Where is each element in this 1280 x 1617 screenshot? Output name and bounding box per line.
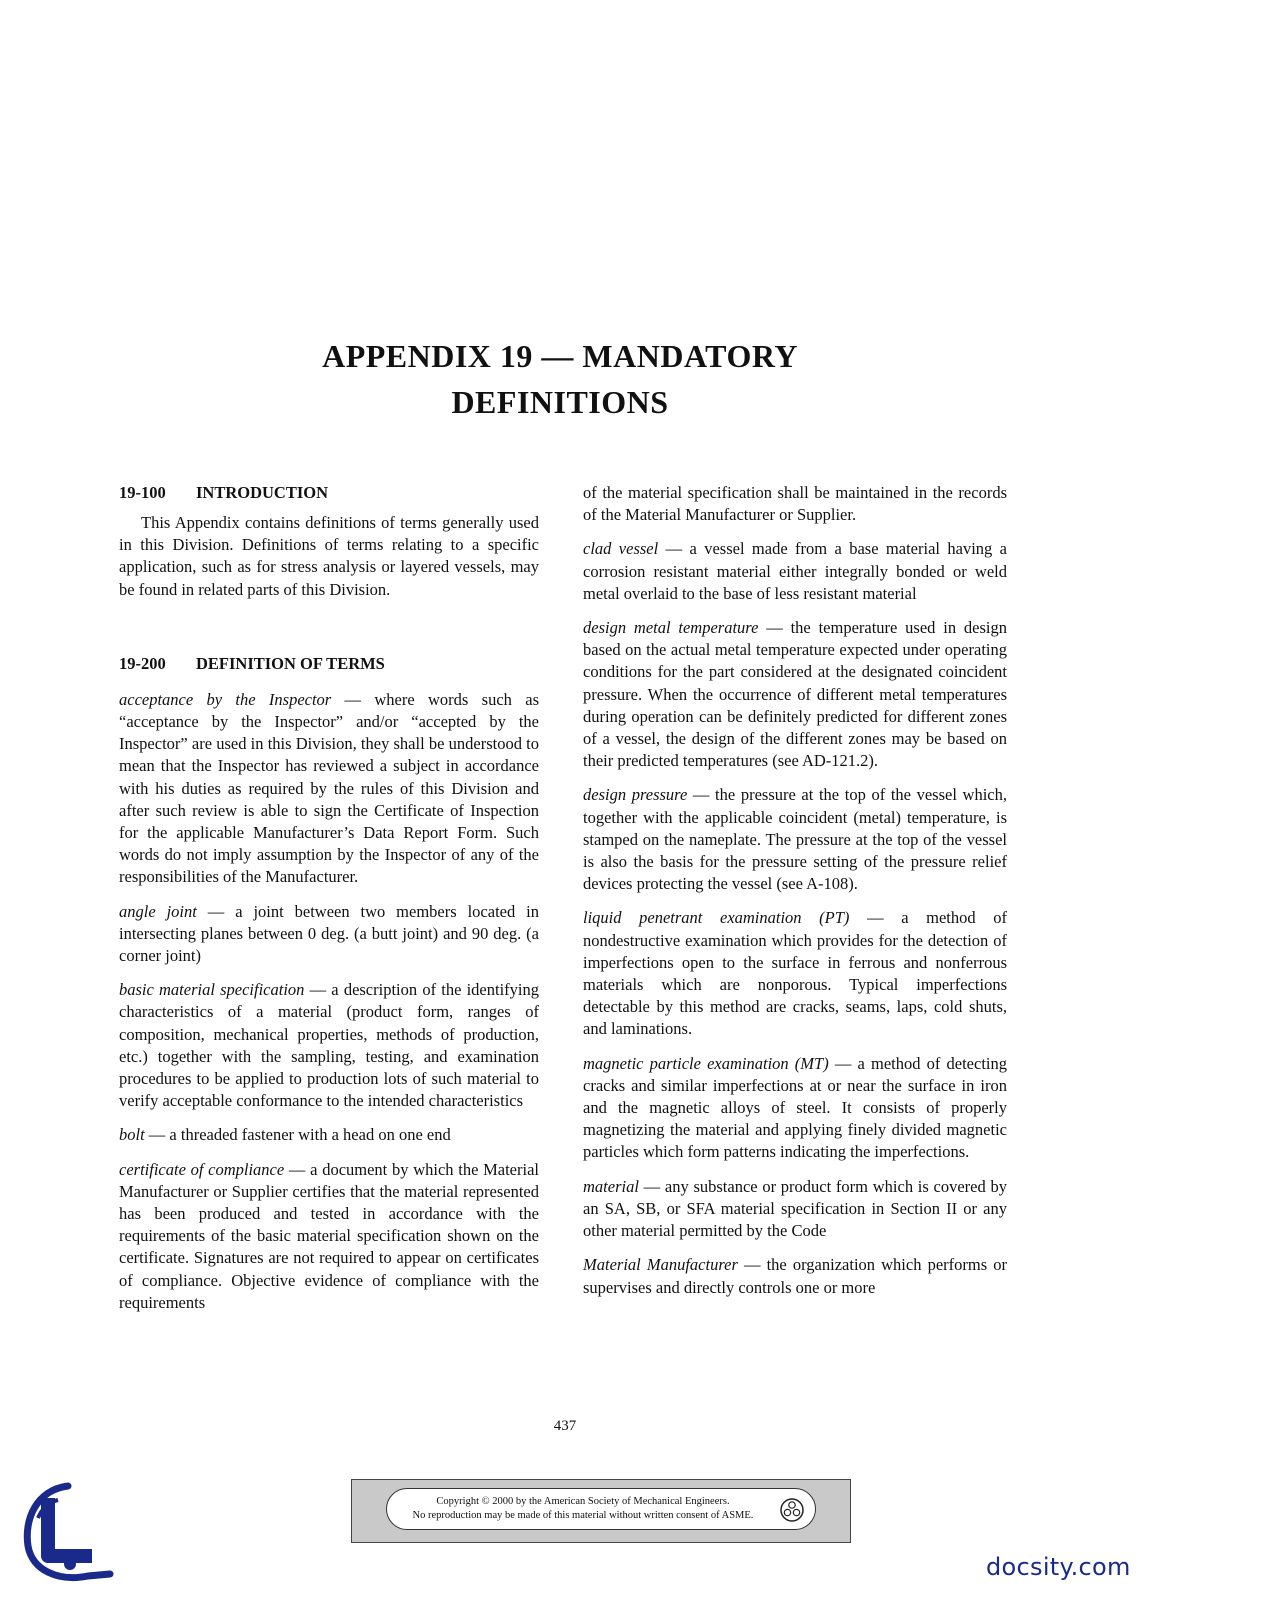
definition-text: — a method of detecting cracks and similar imperfections at or near the surface in iron and the magnetic alloys of steel. It consists of properly magnetizing the material and applying finely divided magnetic particles which form patterns indicating the imperfections. — [583, 1053, 1007, 1162]
definitions-section-title: DEFINITION OF TERMS — [196, 653, 385, 673]
definition-term: Material Manufacturer — [583, 1255, 738, 1275]
definition-entry — [583, 1176, 1007, 1243]
right-column — [583, 482, 1007, 1299]
asme-logo-icon — [779, 1497, 805, 1523]
publisher-corner-logo-icon — [18, 1478, 118, 1588]
definition-text: — a document by which the Material Manufacturer or Supplier certifies that the material represented has been produced and tested in accordance with the requirements of the basic material specification shown on the certificate. Signatures are not required to appear on certificates of compliance. Objective evidence of compliance with the requirements — [119, 1159, 539, 1312]
definition-term: design metal temperature — [583, 618, 759, 638]
definition-text: — where words such as “acceptance by the Inspector” and/or “accepted by the Inspector” are used in this Division, they shall be understood to mean that the Inspector has reviewed a subject in accordance with his duties as required by the rules of this Division and after such review is able to sign the Certificate of Inspection for the applicable Manufacturer’s Data Report Form. Such words do not imply assumption by the Inspector of any of the responsibilities of the Manufacturer. — [119, 689, 539, 887]
page-title — [250, 333, 870, 425]
definition-term: acceptance by the Inspector — [119, 689, 332, 709]
copyright-line-1: Copyright © 2000 by the American Society of Mechanical Engineers. — [436, 1496, 730, 1507]
title-line-2: DEFINITIONS — [451, 384, 669, 420]
definition-entry — [119, 1159, 539, 1314]
copyright-notice — [351, 1479, 851, 1543]
definition-text: — any substance or product form which is covered by an SA, SB, or SFA material specification in Section II or any other material permitted by the Code — [583, 1176, 1007, 1241]
definition-term: liquid penetrant examination (PT) — [583, 908, 850, 928]
definition-entry — [119, 689, 539, 889]
definitions-section-number: 19-200 — [119, 653, 166, 673]
definition-text: — a vessel made from a base material having a corrosion resistant material either integrally bonded or weld metal overlaid to the base of less resistant material — [583, 539, 1007, 603]
intro-section-title: INTRODUCTION — [196, 483, 329, 502]
definition-term: certificate of compliance — [119, 1159, 285, 1179]
docsity-watermark[interactable]: docsity.com — [986, 1553, 1131, 1581]
definition-term: clad vessel — [583, 539, 659, 559]
intro-heading — [119, 482, 539, 504]
definition-entry — [583, 1053, 1007, 1164]
definition-entry — [583, 1254, 1007, 1298]
definition-term: basic material specification — [119, 980, 305, 1000]
continued-paragraph: of the material specification shall be maintained in the records of the Material Manufacturer or Supplier. — [583, 483, 1007, 525]
intro-section-number: 19-100 — [119, 483, 166, 502]
definition-entry — [119, 901, 539, 968]
intro-paragraph: This Appendix contains definitions of terms generally used in this Division. Definitions of terms relating to a specific application, such as for stress analysis or layered vessels, may be found in related parts of this Division. — [119, 513, 539, 599]
definition-term: angle joint — [119, 901, 197, 921]
title-line-1: APPENDIX 19 — MANDATORY — [322, 338, 798, 374]
left-column — [119, 482, 539, 1314]
definitions-heading — [119, 653, 539, 675]
definition-text: — a method of nondestructive examination which provides for the detection of imperfections open to the surface in ferrous and nonferrous materials which are nonporous. Typical imperfections detectable by this method are cracks, seams, laps, cold shuts, and laminations. — [583, 908, 1007, 1039]
copyright-line-2: No reproduction may be made of this material without written consent of ASME. — [412, 1510, 754, 1521]
definition-entry — [119, 979, 539, 1112]
definition-text: — the organization which performs or supervises and directly controls one or more — [583, 1255, 1007, 1297]
definition-term: material — [583, 1176, 639, 1196]
definition-text: — the temperature used in design based on the actual metal temperature expected under operating conditions for the part considered at the designated coincident pressure. When the occurrence of different metal temperatures during operation can be definitely predicted for different zones of a vessel, the design of the different zones may be based on their predicted temperatures (see AD-121.2). — [583, 618, 1007, 771]
copyright-label — [386, 1488, 816, 1530]
definition-entry — [583, 617, 1007, 772]
definition-text: — a description of the identifying characteristics of a material (product form, ranges of composition, mechanical properties, methods of production, etc.) together with the sampling, testing, and examination procedures to be applied to production lots of such material to verify acceptable conformance to the intended characteristics — [119, 980, 539, 1111]
definition-entry — [583, 784, 1007, 895]
definition-text: — the pressure at the top of the vessel which, together with the applicable coincident (metal) temperature, is stamped on the nameplate. The pressure at the top of the vessel is also the basis for the pressure setting of the pressure relief devices protecting the vessel (see A-108). — [583, 785, 1007, 894]
definition-entry — [119, 1124, 539, 1146]
page-number: 437 — [553, 1418, 577, 1434]
definition-term: bolt — [119, 1125, 145, 1145]
definition-term: magnetic particle examination (MT) — [583, 1053, 829, 1073]
definition-text: — a threaded fastener with a head on one end — [144, 1125, 451, 1145]
definition-term: design pressure — [583, 785, 688, 805]
definition-entry — [583, 907, 1007, 1040]
definition-text: — a joint between two members located in intersecting planes between 0 deg. (a butt joint) and 90 deg. (a corner joint) — [119, 901, 539, 966]
definition-entry — [583, 538, 1007, 605]
